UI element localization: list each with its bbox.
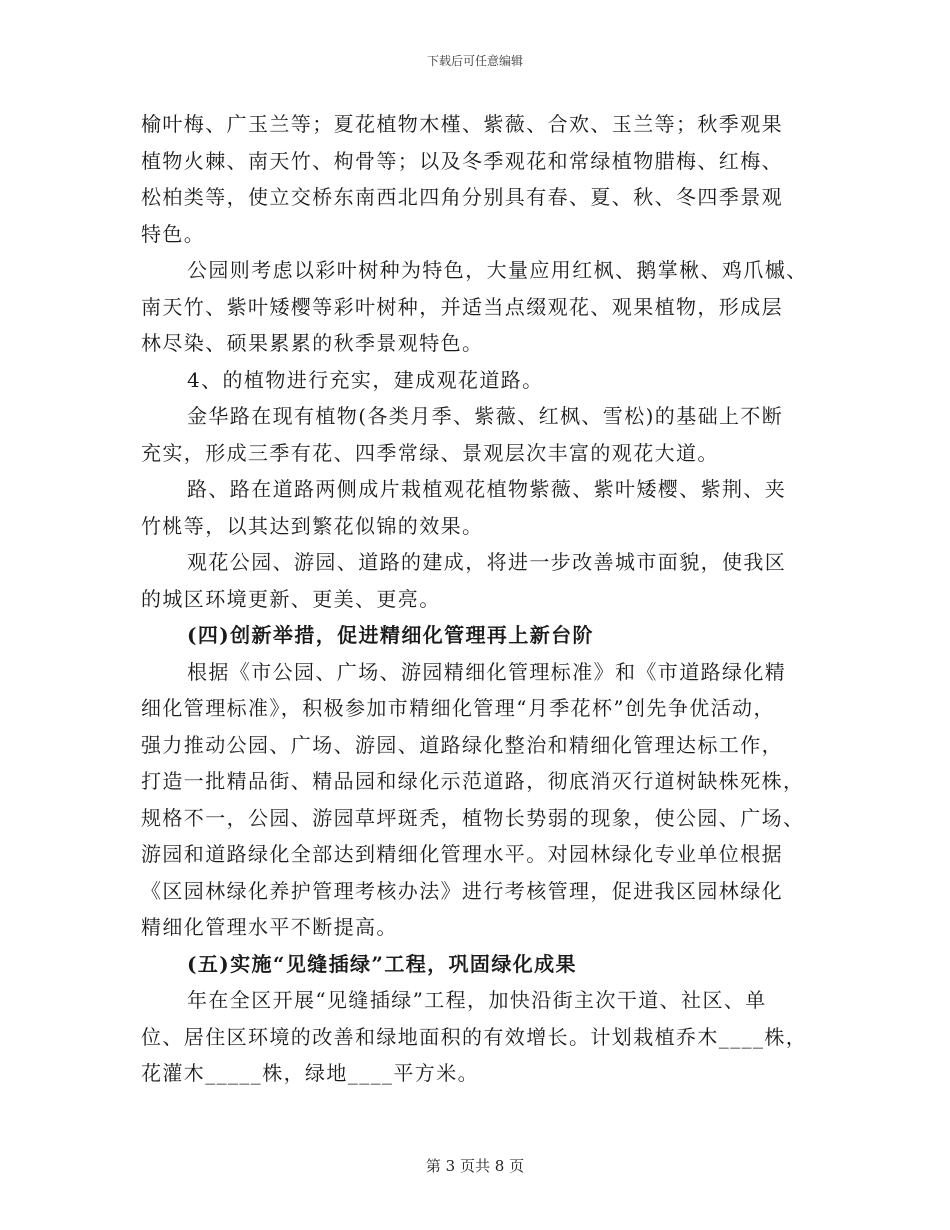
paragraph (141, 252, 821, 362)
paragraph (141, 398, 821, 471)
document-body (141, 106, 821, 1092)
page-number: 第 3 页共 8 页 (425, 1157, 525, 1175)
text-line: (五)实施“见缝插绿”工程，巩固绿化成果 (187, 951, 577, 976)
section-heading (141, 617, 821, 654)
paragraph (141, 982, 821, 1092)
text-line: 松柏类等，使立交桥东南西北四角分别具有春、夏、秋、冬四季景观 (141, 185, 783, 209)
text-line: 游园和道路绿化全部达到精细化管理水平。对园林绿化专业单位根据 (141, 842, 783, 866)
text-line: 路、路在道路两侧成片栽植观花植物紫薇、紫叶矮樱、紫荆、夹 (187, 477, 787, 501)
text-line: 充实，形成三季有花、四季常绿、景观层次丰富的观花大道。 (141, 440, 719, 465)
text-line: 打造一批精品街、精品园和绿化示范道路，彻底消灭行道树缺株死株， (141, 769, 805, 793)
section-heading (141, 946, 821, 983)
text-line: 精细化管理水平不断提高。 (141, 915, 398, 939)
text-line: 观花公园、游园、道路的建成，将进一步改善城市面貌，使我区 (187, 550, 787, 574)
text-line: 金华路在现有植物(各类月季、紫薇、红枫、雪松)的基础上不断 (187, 404, 784, 428)
text-line: 南天竹、紫叶矮樱等彩叶树种，并适当点缀观花、观果植物，形成层 (141, 294, 783, 319)
paragraph (141, 654, 821, 946)
text-line: (四)创新举措，促进精细化管理再上新台阶 (187, 623, 594, 647)
paragraph (141, 471, 821, 544)
paragraph (141, 544, 821, 617)
text-line: 林尽染、硕果累累的秋季景观特色。 (141, 331, 484, 355)
text-line: 榆叶梅、广玉兰等；夏花植物木槿、紫薇、合欢、玉兰等；秋季观果 (141, 112, 783, 136)
text-line: 《区园林绿化养护管理考核办法》进行考核管理，促进我区园林绿化 (141, 878, 783, 903)
text-line: 位、居住区环境的改善和绿地面积的有效增长。计划栽植乔木____株， (141, 1024, 808, 1049)
text-line: 的城区环境更新、更美、更亮。 (141, 586, 441, 611)
text-line: 公园则考虑以彩叶树种为特色，大量应用红枫、鹅掌楸、鸡爪槭、 (187, 258, 808, 282)
text-line: 根据《市公园、广场、游园精细化管理标准》和《市道路绿化精 (187, 659, 787, 684)
text-line: 竹桃等，以其达到繁花似锦的效果。 (141, 513, 484, 538)
page-header: 下载后可任意编辑 (426, 54, 523, 68)
text-line: 强力推动公园、广场、游园、道路绿化整治和精细化管理达标工作， (141, 732, 783, 757)
paragraph (141, 106, 821, 252)
text-line: 特色。 (141, 221, 206, 246)
text-line: 花灌木_____株，绿地____平方米。 (141, 1061, 479, 1085)
text-line: 规格不一，公园、游园草坪斑秃，植物长势弱的现象，使公园、广场、 (141, 805, 805, 830)
text-line: 细化管理标准》，积极参加市精细化管理“月季花杯”创先争优活动， (141, 696, 775, 720)
text-line: 4、的植物进行充实，建成观花道路。 (187, 367, 544, 392)
text-line: 年在全区开展“见缝插绿”工程，加快沿街主次干道、社区、单 (187, 988, 767, 1012)
paragraph (141, 362, 821, 399)
text-line: 植物火棘、南天竹、枸骨等；以及冬季观花和常绿植物腊梅、红梅、 (141, 148, 783, 173)
